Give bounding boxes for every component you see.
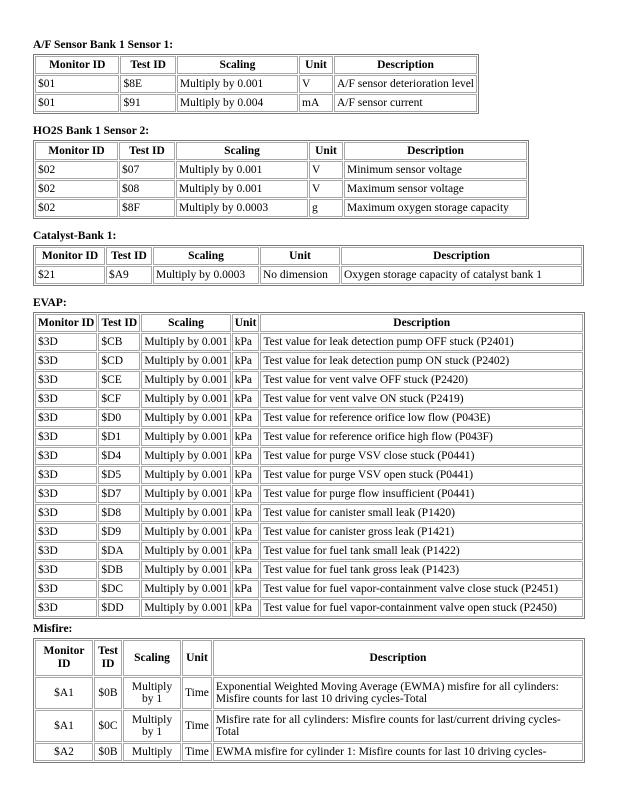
table-row <box>35 266 582 284</box>
col-header-test-id: Test ID <box>106 247 152 265</box>
scaling-cell: Multiply by 0.001 <box>141 504 230 522</box>
unit-cell: kPa <box>232 485 260 503</box>
header-row <box>35 314 583 332</box>
table-row <box>35 180 527 198</box>
section-title: Catalyst-Bank 1: <box>33 230 117 242</box>
unit-cell: kPa <box>232 428 260 446</box>
table-row <box>35 390 583 408</box>
monitor-id-cell: $01 <box>35 94 119 112</box>
col-header-test-id: Test ID <box>98 314 140 332</box>
test-id-cell: $DB <box>98 561 140 579</box>
catalyst-table <box>33 245 584 286</box>
monitor-id-cell: $3D <box>35 428 97 446</box>
monitor-id-cell: $3D <box>35 485 97 503</box>
monitor-id-cell: $A1 <box>35 710 93 742</box>
test-id-cell: $DA <box>98 542 140 560</box>
col-header-monitor-id: Monitor ID <box>35 314 97 332</box>
unit-cell: kPa <box>232 466 260 484</box>
test-id-cell: $08 <box>119 180 175 198</box>
test-id-cell: $0C <box>94 710 122 742</box>
unit-cell: Time <box>182 743 212 761</box>
scaling-cell: Multiply by 0.001 <box>141 561 230 579</box>
description-cell: Test value for purge flow insufficient (P0441) <box>260 485 583 503</box>
col-header-scaling: Scaling <box>176 142 308 160</box>
monitor-id-cell: $02 <box>35 199 118 217</box>
col-header-unit: Unit <box>260 247 340 265</box>
test-id-cell: $D8 <box>98 504 140 522</box>
header-row <box>35 56 477 74</box>
col-header-description: Description <box>341 247 582 265</box>
description-cell: Test value for fuel vapor-containment valve close stuck (P2451) <box>260 580 583 598</box>
description-cell: EWMA misfire for cylinder 1: Misfire counts for last 10 driving cycles- <box>213 743 583 761</box>
af-sensor-table <box>33 54 479 114</box>
description-cell: Test value for reference orifice high flow (P043F) <box>260 428 583 446</box>
test-id-cell: $CD <box>98 352 140 370</box>
monitor-id-cell: $A1 <box>35 677 93 709</box>
unit-cell: Time <box>182 710 212 742</box>
description-cell: Test value for purge VSV open stuck (P0441) <box>260 466 583 484</box>
description-cell: Test value for fuel vapor-containment valve open stuck (P2450) <box>260 599 583 617</box>
unit-cell: mA <box>299 94 333 112</box>
test-id-cell: $CB <box>98 333 140 351</box>
unit-cell: kPa <box>232 390 260 408</box>
monitor-id-cell: $3D <box>35 409 97 427</box>
monitor-id-cell: $21 <box>35 266 105 284</box>
description-cell: Test value for leak detection pump OFF stuck (P2401) <box>260 333 583 351</box>
monitor-id-cell: $02 <box>35 161 118 179</box>
monitor-id-cell: $3D <box>35 371 97 389</box>
col-header-test-id: Test ID <box>120 56 175 74</box>
test-id-cell: $8F <box>119 199 175 217</box>
test-id-cell: $DD <box>98 599 140 617</box>
scaling-cell: Multiply by 0.001 <box>177 75 298 93</box>
table-row <box>35 677 583 709</box>
monitor-id-cell: $3D <box>35 599 97 617</box>
table-row <box>35 504 583 522</box>
section-af-sensor <box>33 38 479 114</box>
scaling-cell: Multiply by 0.001 <box>141 542 230 560</box>
description-cell: Test value for purge VSV close stuck (P0441) <box>260 447 583 465</box>
monitor-id-cell: $01 <box>35 75 119 93</box>
col-header-test-id: Test ID <box>119 142 175 160</box>
monitor-id-cell: $3D <box>35 542 97 560</box>
col-header-scaling: Scaling <box>141 314 230 332</box>
monitor-id-cell: $3D <box>35 504 97 522</box>
monitor-id-cell: $3D <box>35 561 97 579</box>
evap-table <box>33 312 585 619</box>
test-id-cell: $0B <box>94 677 122 709</box>
test-id-cell: $D4 <box>98 447 140 465</box>
col-header-unit: Unit <box>309 142 343 160</box>
section-title: HO2S Bank 1 Sensor 2: <box>33 125 150 137</box>
section-title: Misfire: <box>33 623 73 635</box>
col-header-description: Description <box>260 314 583 332</box>
scaling-cell: Multiply by 0.001 <box>141 428 230 446</box>
section-title: A/F Sensor Bank 1 Sensor 1: <box>33 39 174 51</box>
unit-cell: kPa <box>232 542 260 560</box>
section-evap <box>33 296 585 619</box>
unit-cell: kPa <box>232 371 260 389</box>
table-row <box>35 75 477 93</box>
unit-cell: V <box>309 180 343 198</box>
monitor-id-cell: $A2 <box>35 743 93 761</box>
unit-cell: kPa <box>232 599 260 617</box>
scaling-cell: Multiply by 0.001 <box>141 390 230 408</box>
scaling-cell: Multiply by 0.001 <box>141 580 230 598</box>
scaling-cell: Multiply by 0.0003 <box>176 199 308 217</box>
header-row <box>35 142 527 160</box>
test-id-cell: $CF <box>98 390 140 408</box>
unit-cell: kPa <box>232 352 260 370</box>
scaling-cell: Multiply by 0.0003 <box>153 266 259 284</box>
test-id-cell: $0B <box>94 743 122 761</box>
col-header-monitor-id: Monitor ID <box>35 247 105 265</box>
unit-cell: g <box>309 199 343 217</box>
description-cell: Test value for vent valve ON stuck (P2419) <box>260 390 583 408</box>
test-id-cell: $A9 <box>106 266 152 284</box>
table-row <box>35 710 583 742</box>
table-row <box>35 447 583 465</box>
misfire-table <box>33 638 585 763</box>
col-header-description: Description <box>344 142 527 160</box>
table-row <box>35 523 583 541</box>
unit-cell: kPa <box>232 409 260 427</box>
table-row <box>35 409 583 427</box>
description-cell: Misfire rate for all cylinders: Misfire counts for last/current driving cycles-Total <box>213 710 583 742</box>
section-catalyst <box>33 229 584 286</box>
description-cell: Test value for canister small leak (P1420) <box>260 504 583 522</box>
test-id-cell: $91 <box>120 94 175 112</box>
test-id-cell: $8E <box>120 75 175 93</box>
description-cell: Test value for fuel tank gross leak (P1423) <box>260 561 583 579</box>
scaling-cell: Multiply by 0.001 <box>141 447 230 465</box>
table-row <box>35 352 583 370</box>
monitor-id-cell: $3D <box>35 352 97 370</box>
col-header-description: Description <box>334 56 477 74</box>
description-cell: Exponential Weighted Moving Average (EWMA) misfire for all cylinders: Misfire counts for last 10 driving cycles-Total <box>213 677 583 709</box>
monitor-id-cell: $3D <box>35 390 97 408</box>
scaling-cell: Multiply by 0.001 <box>141 352 230 370</box>
col-header-scaling: Scaling <box>123 640 181 676</box>
table-row <box>35 561 583 579</box>
monitor-id-cell: $3D <box>35 523 97 541</box>
scaling-cell: Multiply by 1 <box>123 710 181 742</box>
table-row <box>35 599 583 617</box>
col-header-monitor-id: Monitor ID <box>35 56 119 74</box>
description-cell: Minimum sensor voltage <box>344 161 527 179</box>
col-header-test-id: Test ID <box>94 640 122 676</box>
unit-cell: kPa <box>232 504 260 522</box>
unit-cell: kPa <box>232 523 260 541</box>
scaling-cell: Multiply by 0.001 <box>141 485 230 503</box>
section-ho2s <box>33 124 529 219</box>
unit-cell: kPa <box>232 447 260 465</box>
description-cell: Test value for canister gross leak (P1421) <box>260 523 583 541</box>
description-cell: Maximum sensor voltage <box>344 180 527 198</box>
test-id-cell: $DC <box>98 580 140 598</box>
test-id-cell: $CE <box>98 371 140 389</box>
section-title: EVAP: <box>33 297 67 309</box>
description-cell: Test value for vent valve OFF stuck (P2420) <box>260 371 583 389</box>
monitor-id-cell: $3D <box>35 333 97 351</box>
table-row <box>35 371 583 389</box>
scaling-cell: Multiply <box>123 743 181 761</box>
scaling-cell: Multiply by 1 <box>123 677 181 709</box>
col-header-monitor-id: Monitor ID <box>35 142 118 160</box>
monitor-id-cell: $3D <box>35 447 97 465</box>
unit-cell: V <box>299 75 333 93</box>
description-cell: Maximum oxygen storage capacity <box>344 199 527 217</box>
monitor-id-cell: $3D <box>35 466 97 484</box>
table-row <box>35 542 583 560</box>
table-row <box>35 161 527 179</box>
ho2s-table <box>33 140 529 219</box>
scaling-cell: Multiply by 0.004 <box>177 94 298 112</box>
scaling-cell: Multiply by 0.001 <box>141 371 230 389</box>
test-id-cell: $D1 <box>98 428 140 446</box>
section-misfire <box>33 622 585 763</box>
description-cell: Test value for leak detection pump ON stuck (P2402) <box>260 352 583 370</box>
scaling-cell: Multiply by 0.001 <box>141 333 230 351</box>
col-header-unit: Unit <box>299 56 333 74</box>
table-row <box>35 743 583 761</box>
unit-cell: No dimension <box>260 266 340 284</box>
col-header-description: Description <box>213 640 583 676</box>
unit-cell: kPa <box>232 580 260 598</box>
col-header-scaling: Scaling <box>153 247 259 265</box>
unit-cell: Time <box>182 677 212 709</box>
table-row <box>35 428 583 446</box>
table-row <box>35 199 527 217</box>
test-id-cell: $07 <box>119 161 175 179</box>
table-row <box>35 333 583 351</box>
col-header-unit: Unit <box>232 314 260 332</box>
scaling-cell: Multiply by 0.001 <box>176 161 308 179</box>
test-id-cell: $D0 <box>98 409 140 427</box>
monitor-id-cell: $3D <box>35 580 97 598</box>
test-id-cell: $D5 <box>98 466 140 484</box>
header-row <box>35 640 583 676</box>
description-cell: Test value for fuel tank small leak (P1422) <box>260 542 583 560</box>
description-cell: A/F sensor current <box>334 94 477 112</box>
scaling-cell: Multiply by 0.001 <box>141 466 230 484</box>
monitor-id-cell: $02 <box>35 180 118 198</box>
unit-cell: kPa <box>232 561 260 579</box>
test-id-cell: $D7 <box>98 485 140 503</box>
col-header-unit: Unit <box>182 640 212 676</box>
description-cell: A/F sensor deterioration level <box>334 75 477 93</box>
table-row <box>35 94 477 112</box>
scaling-cell: Multiply by 0.001 <box>141 599 230 617</box>
header-row <box>35 247 582 265</box>
scaling-cell: Multiply by 0.001 <box>141 523 230 541</box>
col-header-scaling: Scaling <box>177 56 298 74</box>
table-row <box>35 466 583 484</box>
table-row <box>35 485 583 503</box>
col-header-monitor-id: Monitor ID <box>35 640 93 676</box>
unit-cell: V <box>309 161 343 179</box>
scaling-cell: Multiply by 0.001 <box>176 180 308 198</box>
table-row <box>35 580 583 598</box>
unit-cell: kPa <box>232 333 260 351</box>
scaling-cell: Multiply by 0.001 <box>141 409 230 427</box>
description-cell: Oxygen storage capacity of catalyst bank 1 <box>341 266 582 284</box>
test-id-cell: $D9 <box>98 523 140 541</box>
description-cell: Test value for reference orifice low flow (P043E) <box>260 409 583 427</box>
